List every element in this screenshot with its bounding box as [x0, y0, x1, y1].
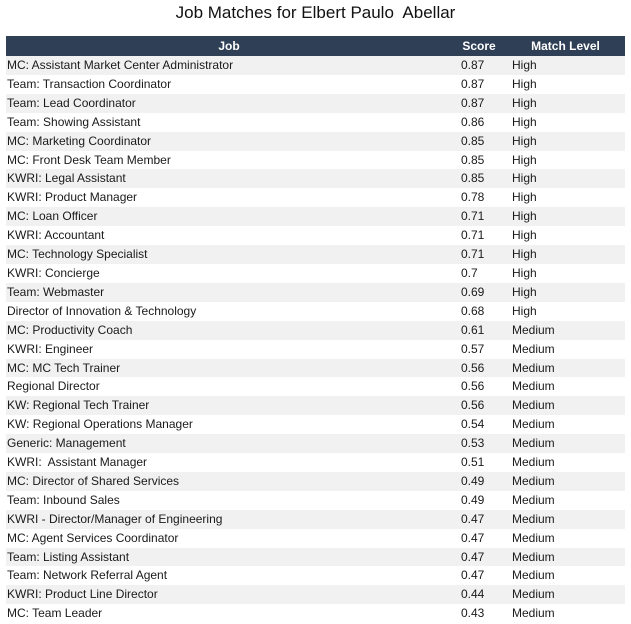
score-cell: 0.49	[461, 473, 485, 488]
table-row	[6, 264, 625, 283]
job-cell: KWRI: Engineer	[7, 341, 94, 356]
match-level-cell: High	[512, 284, 537, 299]
score-cell: 0.68	[461, 303, 485, 318]
table-row	[6, 245, 625, 264]
match-level-cell: High	[512, 265, 537, 280]
job-cell: MC: Marketing Coordinator	[7, 133, 152, 148]
match-level-cell: High	[512, 95, 537, 110]
table-row	[6, 340, 625, 359]
score-cell: 0.56	[461, 379, 485, 394]
job-cell: MC: Assistant Market Center Administrator	[7, 58, 234, 72]
job-cell: Team: Lead Coordinator	[7, 95, 136, 110]
job-cell: KWRI: Concierge	[7, 265, 100, 280]
table-row	[6, 434, 625, 453]
job-cell: Regional Director	[7, 379, 100, 394]
score-cell: 0.85	[461, 152, 485, 167]
match-level-cell: Medium	[512, 473, 555, 488]
job-cell: MC: Loan Officer	[7, 209, 98, 224]
table-row	[6, 132, 625, 151]
score-cell: 0.7	[461, 265, 478, 280]
table-row	[6, 56, 625, 75]
score-cell: 0.87	[461, 76, 485, 91]
job-cell: MC: Productivity Coach	[7, 322, 133, 337]
score-cell: 0.85	[461, 171, 485, 186]
match-level-cell: Medium	[512, 606, 555, 621]
table-row	[6, 585, 625, 604]
job-cell: MC: Team Leader	[7, 606, 103, 621]
job-matches-table	[6, 36, 625, 623]
match-level-cell: Medium	[512, 417, 555, 432]
table-row	[6, 566, 625, 585]
score-cell: 0.71	[461, 228, 485, 243]
job-cell: KWRI: Product Line Director	[7, 587, 158, 602]
job-cell: Generic: Management	[7, 436, 126, 451]
table-row	[6, 113, 625, 132]
match-level-cell: High	[512, 247, 537, 262]
job-cell: MC: Director of Shared Services	[7, 473, 180, 488]
score-cell: 0.43	[461, 606, 485, 621]
table-row	[6, 510, 625, 529]
match-level-cell: Medium	[512, 398, 555, 413]
table-row	[6, 302, 625, 321]
table-row	[6, 377, 625, 396]
job-cell: KWRI - Director/Manager of Engineering	[7, 511, 223, 526]
score-cell: 0.49	[461, 492, 485, 507]
score-cell: 0.86	[461, 114, 485, 129]
table-row	[6, 491, 625, 510]
match-level-cell: High	[512, 190, 537, 205]
table-row	[6, 548, 625, 567]
table-row	[6, 359, 625, 378]
job-cell: Team: Network Referral Agent	[7, 568, 168, 583]
job-cell: KW: Regional Tech Trainer	[7, 398, 150, 413]
match-level-cell: Medium	[512, 587, 555, 602]
score-cell: 0.44	[461, 587, 485, 602]
match-level-cell: Medium	[512, 511, 555, 526]
table-row	[6, 321, 625, 340]
job-cell: MC: Front Desk Team Member	[7, 152, 171, 167]
match-level-cell: Medium	[512, 379, 555, 394]
table-row	[6, 283, 625, 302]
table-row	[6, 226, 625, 245]
table-header	[6, 36, 625, 56]
match-level-cell: Medium	[512, 436, 555, 451]
page-title: Job Matches for Elbert Paulo Abellar	[175, 3, 456, 22]
score-cell: 0.47	[461, 511, 485, 526]
score-cell: 0.57	[461, 341, 485, 356]
job-cell: Team: Transaction Coordinator	[7, 76, 172, 91]
job-cell: MC: Technology Specialist	[7, 247, 148, 262]
table-row	[6, 453, 625, 472]
table-row	[6, 94, 625, 113]
job-cell: KWRI: Product Manager	[7, 190, 138, 205]
match-level-cell: Medium	[512, 360, 555, 375]
job-cell: Team: Inbound Sales	[7, 492, 120, 507]
score-cell: 0.47	[461, 568, 485, 583]
match-level-cell: High	[512, 76, 537, 91]
match-level-cell: Medium	[512, 322, 555, 337]
job-cell: Team: Webmaster	[7, 284, 105, 299]
header-row	[6, 36, 625, 56]
table-row	[6, 529, 625, 548]
score-cell: 0.51	[461, 455, 485, 470]
job-cell: Team: Listing Assistant	[7, 549, 130, 564]
match-level-cell: High	[512, 171, 537, 186]
table-row	[6, 396, 625, 415]
match-level-cell: High	[512, 133, 537, 148]
column-header-score: Score	[462, 39, 496, 53]
score-cell: 0.85	[461, 133, 485, 148]
score-cell: 0.71	[461, 247, 485, 262]
job-cell: MC: Agent Services Coordinator	[7, 530, 179, 545]
score-cell: 0.47	[461, 549, 485, 564]
match-level-cell: Medium	[512, 455, 555, 470]
score-cell: 0.78	[461, 190, 485, 205]
score-cell: 0.61	[461, 322, 485, 337]
table-body	[6, 56, 625, 623]
score-cell: 0.69	[461, 284, 485, 299]
score-cell: 0.87	[461, 58, 485, 72]
score-cell: 0.56	[461, 360, 485, 375]
match-level-cell: Medium	[512, 530, 555, 545]
table-row	[6, 207, 625, 226]
score-cell: 0.56	[461, 398, 485, 413]
table-row	[6, 169, 625, 188]
table-row	[6, 472, 625, 491]
column-header-match-level: Match Level	[531, 39, 600, 53]
score-cell: 0.54	[461, 417, 485, 432]
match-level-cell: High	[512, 228, 537, 243]
table-row	[6, 415, 625, 434]
match-level-cell: Medium	[512, 549, 555, 564]
column-header-job: Job	[218, 39, 240, 53]
job-cell: KWRI: Accountant	[7, 228, 105, 243]
job-cell: Team: Showing Assistant	[7, 114, 141, 129]
match-level-cell: Medium	[512, 492, 555, 507]
match-level-cell: High	[512, 114, 537, 129]
match-level-cell: Medium	[512, 568, 555, 583]
match-level-cell: High	[512, 58, 537, 72]
score-cell: 0.47	[461, 530, 485, 545]
table-row	[6, 151, 625, 170]
table-row	[6, 75, 625, 94]
score-cell: 0.53	[461, 436, 485, 451]
job-cell: Director of Innovation & Technology	[7, 303, 197, 318]
table-row	[6, 604, 625, 623]
score-cell: 0.71	[461, 209, 485, 224]
match-level-cell: High	[512, 303, 537, 318]
score-cell: 0.87	[461, 95, 485, 110]
match-level-cell: High	[512, 209, 537, 224]
match-level-cell: Medium	[512, 341, 555, 356]
job-cell: KW: Regional Operations Manager	[7, 417, 193, 432]
job-cell: KWRI: Assistant Manager	[7, 455, 148, 470]
table-row	[6, 188, 625, 207]
match-level-cell: High	[512, 152, 537, 167]
job-cell: MC: MC Tech Trainer	[7, 360, 121, 375]
job-cell: KWRI: Legal Assistant	[7, 171, 126, 186]
